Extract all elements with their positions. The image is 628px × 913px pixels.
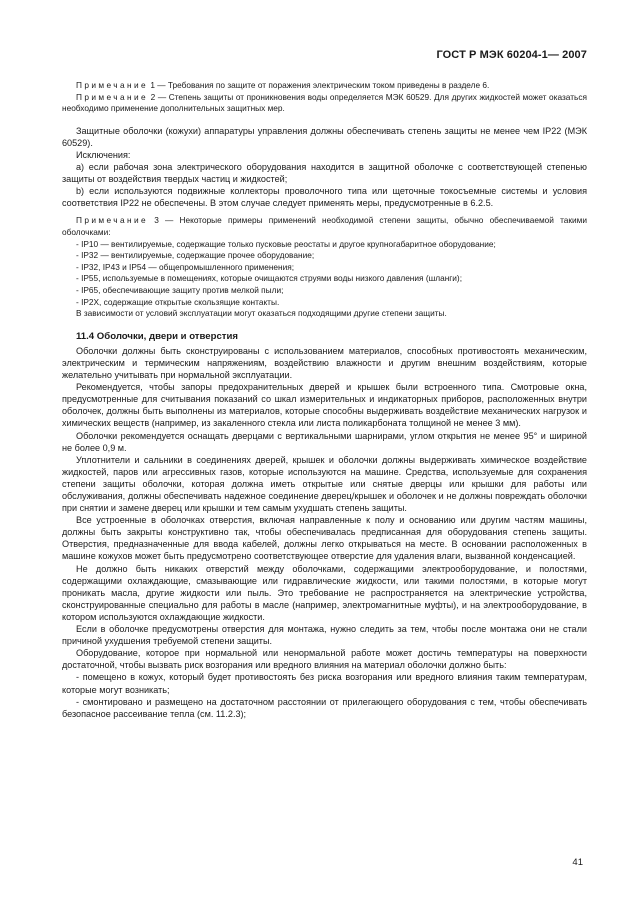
note-3-conclusion: В зависимости от условий эксплуатации могут оказаться подходящими другие степени защиты. bbox=[76, 308, 447, 319]
list-item: - IP10 — вентилируемые, содержащие только пусковые реостаты и другое крупногабаритное оборудование; bbox=[76, 238, 496, 249]
paragraph-ip22: Защитные оболочки (кожухи) аппаратуры управления должны обеспечивать степень защиты не менее чем IP22 (МЭК 60529). bbox=[62, 125, 587, 148]
list-item: - IP32 — вентилируемые, содержащие прочее оборудование; bbox=[76, 250, 315, 261]
list-item: - помещено в кожух, который будет противостоять без риска возгорания или вредного влияния таким температурам, которые могут возникать; bbox=[62, 672, 587, 695]
paragraph: Оболочки должны быть сконструированы с использованием материалов, способных противостоять механическим, электрическим и термическим напряжениям, воздействию влажности и другим внешним воздействиям, которые желательно учитывать при нормальной эксплуатации. bbox=[62, 345, 587, 381]
note-2: Примечание 2 — Степень защиты от проникновения воды определяется МЭК 60529. Для других жидкостей может оказаться необходимо применение дополнительных защитных мер. bbox=[62, 91, 587, 114]
section-heading-11-4: 11.4 Оболочки, двери и отверстия bbox=[76, 330, 239, 342]
note-tag: Примечание bbox=[76, 91, 149, 102]
note-1: Примечание 1 — Требования по защите от поражения электрическим током приведены в разделе 6. bbox=[76, 80, 490, 90]
paragraph: Все устроенные в оболочках отверстия, включая направленные к полу и основанию или другим частям машины, должны быть закрыты конструктивно так, чтобы обеспечивалась предписанная для оборудования степень защиты. Отверстия, предназначенные для ввода кабелей, должны легко открываться на месте. В основании расположенных в машине кожухов может быть предусмотрено соответствующее отверстие для удаления влаги, вызванной конденсацией. bbox=[62, 515, 587, 562]
page-body bbox=[62, 80, 587, 720]
list-item: - IP2X, содержащие открытые скользящие контакты. bbox=[76, 296, 280, 307]
exception-a: а) если рабочая зона электрического оборудования находится в защитной оболочке с соответствующей степенью защиты от воздействия твердых частиц и жидкостей; bbox=[62, 162, 587, 185]
page-number: 41 bbox=[572, 857, 583, 868]
paragraph: Оборудование, которое при нормальной или ненормальной работе может достичь температуры на поверхности достаточной, чтобы вызвать риск возгорания или вредного влияния на материал оболочки должно быть: bbox=[62, 648, 587, 671]
note-tag: Примечание bbox=[76, 215, 149, 226]
list-item: - смонтировано и размещено на достаточном расстоянии от прилегающего оборудования с тем, чтобы обеспечивать безопасное рассеивание тепла (см. 11.2.3); bbox=[62, 696, 587, 719]
document-code-header: ГОСТ Р МЭК 60204-1— 2007 bbox=[436, 49, 587, 61]
list-item: - IP32, IP43 и IP54 — общепромышленного применения; bbox=[76, 261, 295, 272]
list-item: - IP65, обеспечивающие защиту против мелкой пыли; bbox=[76, 285, 284, 295]
paragraph: Уплотнители и сальники в соединениях дверей, крышек и оболочки должны выдерживать химическое воздействие жидкостей, паров или агрессивных газов, которые используются на машине. Средства, используемые для сохранения степени защиты оболочки, которая должна иметь открытые или снятые дверцы или крышки для работы или обслуживания, должны обеспечивать надежное соединение дверец/крышек и оболочек и не должны повреждать оболочки при снятии и замене дверец или крышки и тем самым ухудшать степень защиты. bbox=[62, 454, 587, 514]
paragraph: Оболочки рекомендуется оснащать дверцами с вертикальными шарнирами, углом открытия не менее 95° и шириной не более 0,9 м. bbox=[62, 430, 587, 453]
note-tag: Примечание bbox=[76, 80, 149, 90]
paragraph: Если в оболочке предусмотрены отверстия для монтажа, нужно следить за тем, чтобы после монтажа они не стали причиной ухудшения требуемой степени защиты. bbox=[62, 624, 587, 647]
note-3: Примечание 3 — Некоторые примеры применений необходимой степени защиты, обычно обеспечиваемой такими оболочками: bbox=[62, 215, 587, 238]
exception-b: b) если используются подвижные коллекторы проволочного типа или щеточные токосъемные системы и условия соответствия IP22 не обеспечены. В этом случае следует применять меры, предусмотренные в 6.2.5. bbox=[62, 186, 587, 209]
paragraph: Не должно быть никаких отверстий между оболочками, содержащими электрооборудование, и полостями, содержащими охлаждающие, смазывающие или гидравлические жидкости, или такими полостями, в которые могут проникать масла, другие жидкости или пыль. Это требование не распространяется на электрические устройства, сконструированные специально для работы в масле (например, электромагнитные муфты), и на электрооборудование, в котором используются охлаждающие жидкости. bbox=[62, 563, 587, 622]
exceptions-label: Исключения: bbox=[76, 149, 131, 160]
paragraph: Рекомендуется, чтобы запоры предохранительных дверей и крышек были встроенного типа. Смотровые окна, предусмотренные для считывания показаний со шкал измерительных и индикаторных приборов, расположенных внутри оболочек, должны быть выполнены из материалов, которые способны выдерживать воздействие механических нагрузок и химических веществ (например, из закаленного стекла или листа поликарбоната толщиной не менее 3 мм). bbox=[62, 382, 587, 429]
list-item: - IP55, используемые в помещениях, которые очищаются струями воды низкого давления (шланги); bbox=[76, 273, 463, 284]
